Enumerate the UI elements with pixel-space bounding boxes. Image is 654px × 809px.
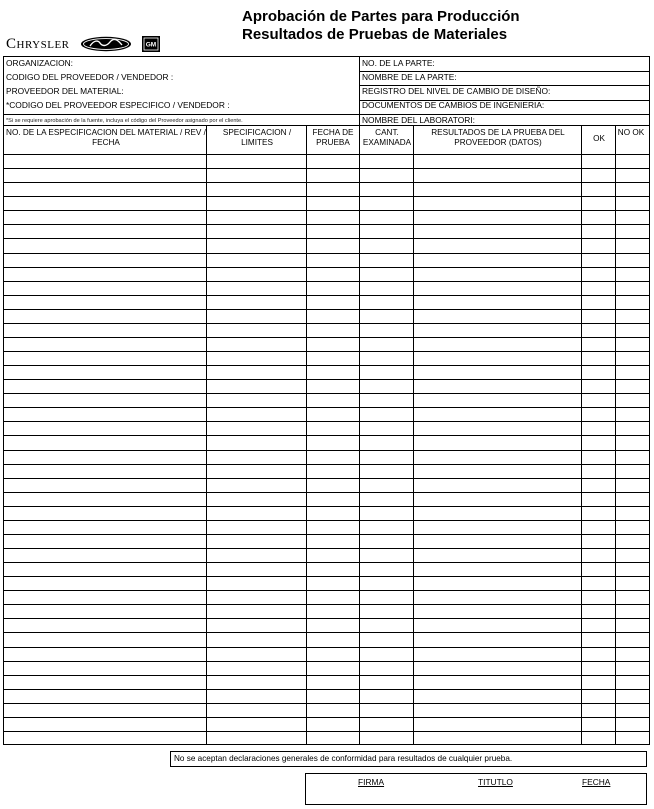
table-header-bottom: [4, 154, 649, 155]
table-row[interactable]: [4, 323, 649, 324]
signature-label[interactable]: FIRMA: [358, 777, 385, 787]
table-row[interactable]: [4, 182, 649, 183]
column-header-quantity: CANT. EXAMINADA: [362, 128, 412, 147]
design-change-level-field[interactable]: REGISTRO DEL NIVEL DE CAMBIO DE DISEÑO:: [362, 86, 551, 96]
date-label[interactable]: FECHA: [582, 777, 611, 787]
table-row[interactable]: [4, 562, 649, 563]
table-row[interactable]: [4, 464, 649, 465]
chrysler-logo: Chrysler: [6, 35, 70, 52]
table-row[interactable]: [4, 450, 649, 451]
table-row[interactable]: [4, 267, 649, 268]
table-row[interactable]: [4, 281, 649, 282]
table-row[interactable]: [4, 351, 649, 352]
specific-supplier-code-field[interactable]: *CODIGO DEL PROVEEDOR ESPECIFICO / VENDEDOR :: [6, 100, 230, 110]
table-row[interactable]: [4, 435, 649, 436]
table-row[interactable]: [4, 196, 649, 197]
table-row[interactable]: [4, 224, 649, 225]
signature-block: [305, 773, 647, 805]
table-row[interactable]: [4, 309, 649, 310]
brand-logos: [6, 34, 226, 54]
table-row[interactable]: [4, 717, 649, 718]
table-row[interactable]: [4, 492, 649, 493]
table-row[interactable]: [4, 647, 649, 648]
source-approval-note: *Si se requiere aprobación de la fuente, incluya el código del Proveedor asignado por el cliente.: [6, 118, 243, 124]
title-line-2: Resultados de Pruebas de Materiales: [242, 26, 508, 43]
table-row[interactable]: [4, 478, 649, 479]
column-header-spec-limits: SPECIFICACION / LIMITES: [222, 128, 292, 147]
table-row[interactable]: [4, 365, 649, 366]
column-header-test-date: FECHA DE PRUEBA: [312, 128, 354, 147]
document-title: [242, 8, 520, 44]
column-header-results: RESULTADOS DE LA PRUEBA DEL PROVEEDOR (DATOS): [431, 128, 565, 147]
table-row[interactable]: [4, 548, 649, 549]
table-row[interactable]: [4, 253, 649, 254]
table-row[interactable]: [4, 506, 649, 507]
material-supplier-field[interactable]: PROVEEDOR DEL MATERIAL:: [6, 86, 124, 96]
table-row[interactable]: [4, 604, 649, 605]
table-row[interactable]: [4, 210, 649, 211]
column-header-spec-number: NO. DE LA ESPECIFICACION DEL MATERIAL / REV / FECHA: [6, 128, 206, 147]
title-label[interactable]: TITUTLO: [478, 777, 513, 787]
column-header-not-ok: NO OK: [617, 128, 645, 137]
laboratory-name-field[interactable]: NOMBRE DEL LABORATORI:: [362, 115, 475, 125]
results-table: [3, 126, 650, 745]
column-header-ok: OK: [593, 134, 605, 143]
table-row[interactable]: [4, 703, 649, 704]
supplier-code-field[interactable]: CODIGO DEL PROVEEDOR / VENDEDOR :: [6, 72, 174, 82]
table-row[interactable]: [4, 576, 649, 577]
table-row[interactable]: [4, 675, 649, 676]
table-row[interactable]: [4, 407, 649, 408]
table-row[interactable]: [4, 632, 649, 633]
title-line-1: Aprobación de Partes para Producción: [242, 8, 520, 25]
table-row[interactable]: [4, 661, 649, 662]
table-row[interactable]: [4, 731, 649, 732]
ford-logo-icon: [80, 36, 132, 52]
engineering-change-docs-field[interactable]: DOCUMENTOS DE CAMBIOS DE INGENIERIA:: [362, 100, 545, 110]
table-row[interactable]: [4, 689, 649, 690]
table-row[interactable]: [4, 337, 649, 338]
part-name-field[interactable]: NOMBRE DE LA PARTE:: [362, 72, 457, 82]
part-number-field[interactable]: NO. DE LA PARTE:: [362, 58, 435, 68]
header-info-block: [3, 56, 650, 126]
table-row[interactable]: [4, 520, 649, 521]
table-row[interactable]: [4, 590, 649, 591]
table-row[interactable]: [4, 393, 649, 394]
table-row[interactable]: [4, 618, 649, 619]
table-row[interactable]: [4, 295, 649, 296]
table-row[interactable]: [4, 168, 649, 169]
gm-logo-icon: [142, 36, 160, 52]
conformity-note: No se aceptan declaraciones generales de conformidad para resultados de cualquier prueba.: [170, 751, 647, 767]
svg-text:GM: GM: [145, 41, 156, 49]
table-row[interactable]: [4, 379, 649, 380]
organization-field[interactable]: ORGANIZACION:: [6, 58, 74, 68]
table-row[interactable]: [4, 238, 649, 239]
table-row[interactable]: [4, 534, 649, 535]
table-row[interactable]: [4, 421, 649, 422]
